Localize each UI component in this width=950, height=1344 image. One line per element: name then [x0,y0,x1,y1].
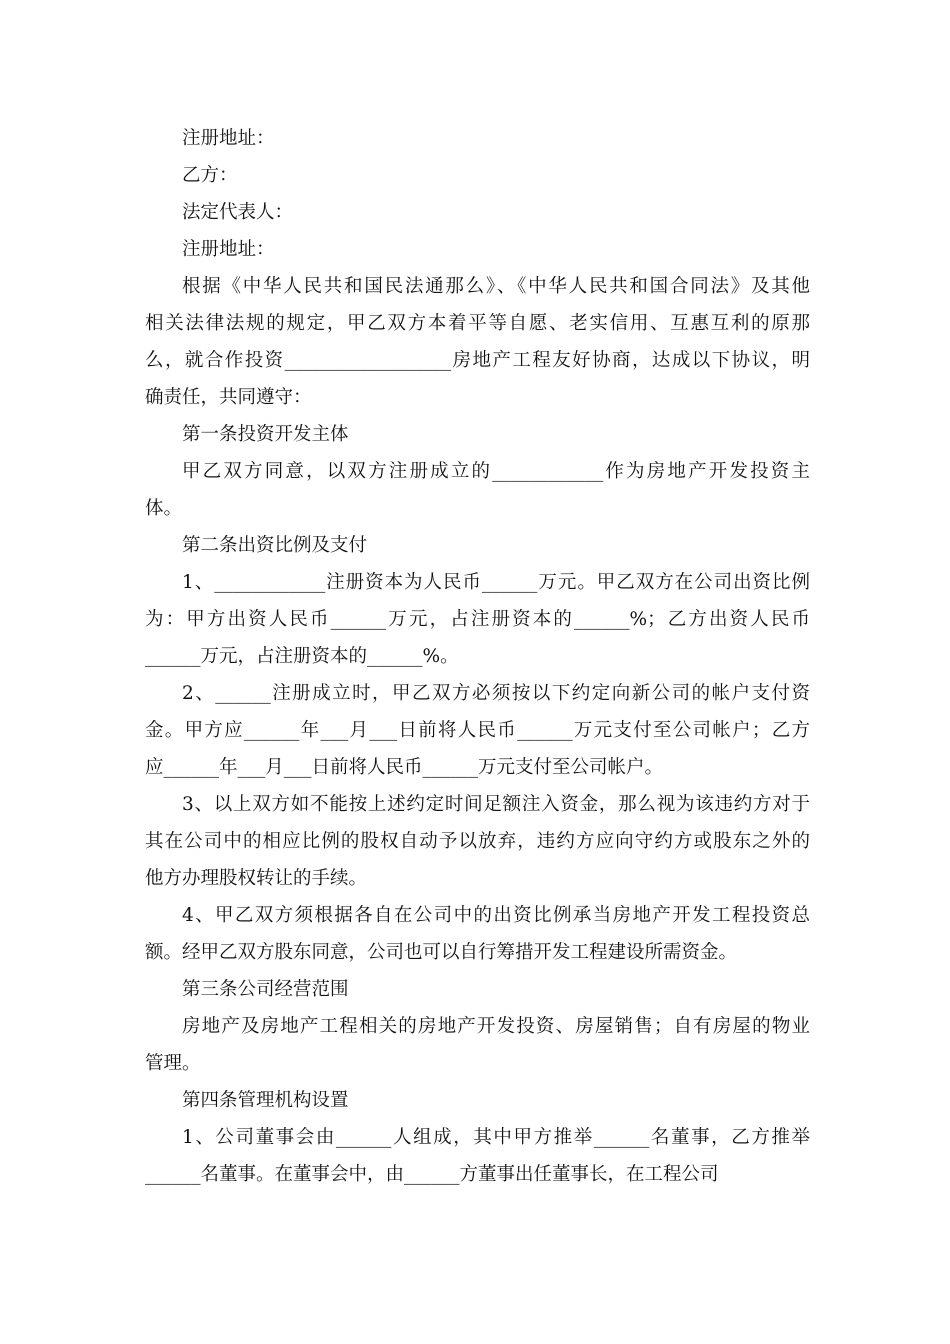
article-4-heading: 第四条管理机构设置 [182,1090,349,1111]
article-2-heading: 第二条出资比例及支付 [182,535,368,556]
article-1-line-2: 体。 [145,498,183,519]
clause-2-4-line-1: 4、甲乙双方须根据各自在公司中的出资比例承当房地产开发工程投资总 [182,905,810,926]
clause-2-2-line-2: 金。甲方应______年___月___日前将人民币______万元支付至公司帐户；乙方 [145,720,810,741]
clause-2-3-line-2: 其在公司中的相应比例的股权自动予以放弃，违约方应向守约方或股东之外的 [145,831,810,852]
preamble-line-2: 相关法律法规的规定，甲乙双方本着平等自愿、老实信用、互惠互利的原那 [145,313,810,334]
clause-2-2-line-3: 应______年___月___日前将人民币______万元支付至公司帐户。 [145,757,664,778]
clause-2-4-line-2: 额。经甲乙双方股东同意，公司也可以自行筹措开发工程建设所需资金。 [145,942,738,963]
clause-2-3-line-3: 他方办理股权转让的手续。 [145,868,368,889]
registered-address-line-a: 注册地址： [182,128,275,149]
clause-2-3-line-1: 3、以上双方如不能按上述约定时间足额注入资金，那么视为该违约方对于 [182,794,810,815]
article-3-line-1: 房地产及房地产工程相关的房地产开发投资、房屋销售；自有房屋的物业 [182,1016,810,1037]
registered-address-line-b: 注册地址： [182,239,275,260]
article-1-line-1: 甲乙双方同意，以双方注册成立的____________作为房地产开发投资主 [182,461,810,482]
clause-2-1-line-3: ______万元，占注册资本的______%。 [145,646,459,667]
clause-4-1-line-2: ______名董事。在董事会中，由______方董事出任董事长，在工程公司 [145,1164,719,1185]
clause-4-1-line-1: 1、公司董事会由______人组成，其中甲方推举______名董事，乙方推举 [182,1127,810,1148]
preamble-line-1: 根据《中华人民共和国民法通那么》、《中华人民共和国合同法》及其他 [182,276,810,297]
article-1-heading: 第一条投资开发主体 [182,424,349,445]
article-3-heading: 第三条公司经营范围 [182,979,349,1000]
legal-representative-line: 法定代表人： [182,202,294,223]
clause-2-1-line-1: 1、____________注册资本为人民币______万元。甲乙双方在公司出资比例 [182,572,810,593]
clause-2-1-line-2: 为：甲方出资人民币______万元，占注册资本的______%；乙方出资人民币 [145,609,810,630]
preamble-line-4: 确责任，共同遵守： [145,387,312,408]
article-3-line-2: 管理。 [145,1053,201,1074]
preamble-line-3: 么，就合作投资__________________房地产工程友好协商，达成以下协议，明 [145,350,810,371]
clause-2-2-line-1: 2、______注册成立时，甲乙双方必须按以下约定向新公司的帐户支付资 [182,683,810,704]
party-b-line: 乙方： [182,165,238,186]
